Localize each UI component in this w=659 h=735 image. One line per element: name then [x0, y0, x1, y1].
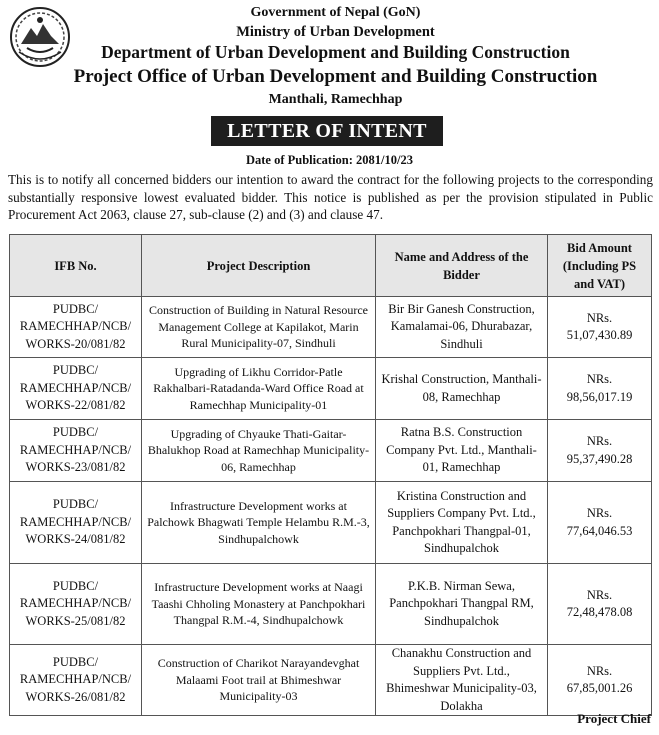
amount-cell: [548, 564, 652, 645]
table-row: [10, 420, 652, 482]
currency-label: NRs.: [586, 506, 613, 520]
currency-label: NRs.: [586, 372, 613, 386]
description-cell: Construction of Building in Natural Resource Management College at Kapilakot, Marin Rural Municipality-07, Sindhuli: [142, 297, 376, 358]
header-description: Project Description: [142, 235, 376, 297]
description-cell: Construction of Charikot Narayandevghat Malaami Foot trail at Bhimeshwar Municipality-03: [142, 645, 376, 716]
description-cell: Infrastructure Development works at Palchowk Bhagwati Temple Helambu R.M.-3, Sindhupalchowk: [142, 482, 376, 564]
amount-cell: [548, 420, 652, 482]
bidder-cell: Chanakhu Construction and Suppliers Pvt. Ltd., Bhimeshwar Municipality-03, Dolakha: [376, 645, 548, 716]
header-ifb: IFB No.: [10, 235, 142, 297]
description-cell: Infrastructure Development works at Naagi Taashi Chholing Monastery at Panchpokhari Thangpal R.M.-4, Sindhupalchowk: [142, 564, 376, 645]
ifb-cell: PUDBC/ RAMECHHAP/NCB/ WORKS-26/081/82: [10, 645, 142, 716]
ifb-cell: PUDBC/ RAMECHHAP/NCB/ WORKS-23/081/82: [10, 420, 142, 482]
office-location: Manthali, Ramechhap: [268, 92, 403, 107]
header-amount: Bid Amount (Including PS and VAT): [548, 235, 652, 297]
bidder-cell: Kristina Construction and Suppliers Company Pvt. Ltd., Panchpokhari Thangpal-01, Sindhupalchok: [376, 482, 548, 564]
amount-value: 77,64,046.53: [566, 523, 633, 538]
office-name: Project Office of Urban Development and Building Construction: [73, 66, 598, 87]
ministry-name: Ministry of Urban Development: [236, 24, 435, 40]
currency-label: NRs.: [586, 587, 613, 602]
document-title: LETTER OF INTENT: [211, 116, 443, 146]
currency-label: NRs.: [586, 310, 613, 325]
currency-label: NRs.: [586, 434, 613, 448]
government-name: Government of Nepal (GoN): [250, 5, 421, 20]
table-row: [10, 297, 652, 358]
ifb-cell: PUDBC/ RAMECHHAP/NCB/ WORKS-25/081/82: [10, 564, 142, 645]
amount-value: 67,85,001.26: [566, 681, 633, 695]
amount-cell: [548, 297, 652, 358]
bidder-cell: Bir Bir Ganesh Construction, Kamalamai-06, Dhurabazar, Sindhuli: [376, 297, 548, 358]
table-row: [10, 358, 652, 420]
description-cell: Upgrading of Chyauke Thati-Gaitar-Bhalukhop Road at Ramechhap Municipality-06, Ramechhap: [142, 420, 376, 482]
table-header-row: [10, 235, 652, 297]
currency-label: NRs.: [586, 663, 613, 678]
amount-cell: [548, 645, 652, 716]
amount-cell: [548, 358, 652, 420]
amount-value: 51,07,430.89: [566, 328, 633, 342]
bidder-cell: P.K.B. Nirman Sewa, Panchpokhari Thangpal RM, Sindhupalchok: [376, 564, 548, 645]
amount-value: 72,48,478.08: [566, 605, 633, 619]
ifb-cell: PUDBC/ RAMECHHAP/NCB/ WORKS-20/081/82: [10, 297, 142, 358]
bidder-cell: Krishal Construction, Manthali-08, Ramechhap: [376, 358, 548, 420]
signatory: Project Chief: [577, 711, 651, 726]
department-name: Department of Urban Development and Building Construction: [101, 42, 570, 62]
ifb-cell: PUDBC/ RAMECHHAP/NCB/ WORKS-24/081/82: [10, 482, 142, 564]
notice-paragraph: This is to notify all concerned bidders our intention to award the contract for the following projects to the corresponding substantially responsive lowest evaluated bidder. This notice is published as per the provision stipulated in Public Procurement Act 2063, clause 27, sub-clause (2) and (3) and clause 47.: [8, 172, 653, 222]
contracts-table: [9, 234, 652, 716]
amount-value: 95,37,490.28: [566, 451, 633, 466]
table-row: [10, 645, 652, 716]
description-cell: Upgrading of Likhu Corridor-Patle Rakhalbari-Ratadanda-Ward Office Road at Ramechhap Municipality-01: [142, 358, 376, 420]
header-bidder: Name and Address of the Bidder: [376, 235, 548, 297]
amount-cell: [548, 482, 652, 564]
table-row: [10, 564, 652, 645]
ifb-cell: PUDBC/ RAMECHHAP/NCB/ WORKS-22/081/82: [10, 358, 142, 420]
table-row: [10, 482, 652, 564]
amount-value: 98,56,017.19: [566, 389, 633, 404]
publication-date: Date of Publication: 2081/10/23: [245, 153, 413, 167]
bidder-cell: Ratna B.S. Construction Company Pvt. Ltd., Manthali-01, Ramechhap: [376, 420, 548, 482]
